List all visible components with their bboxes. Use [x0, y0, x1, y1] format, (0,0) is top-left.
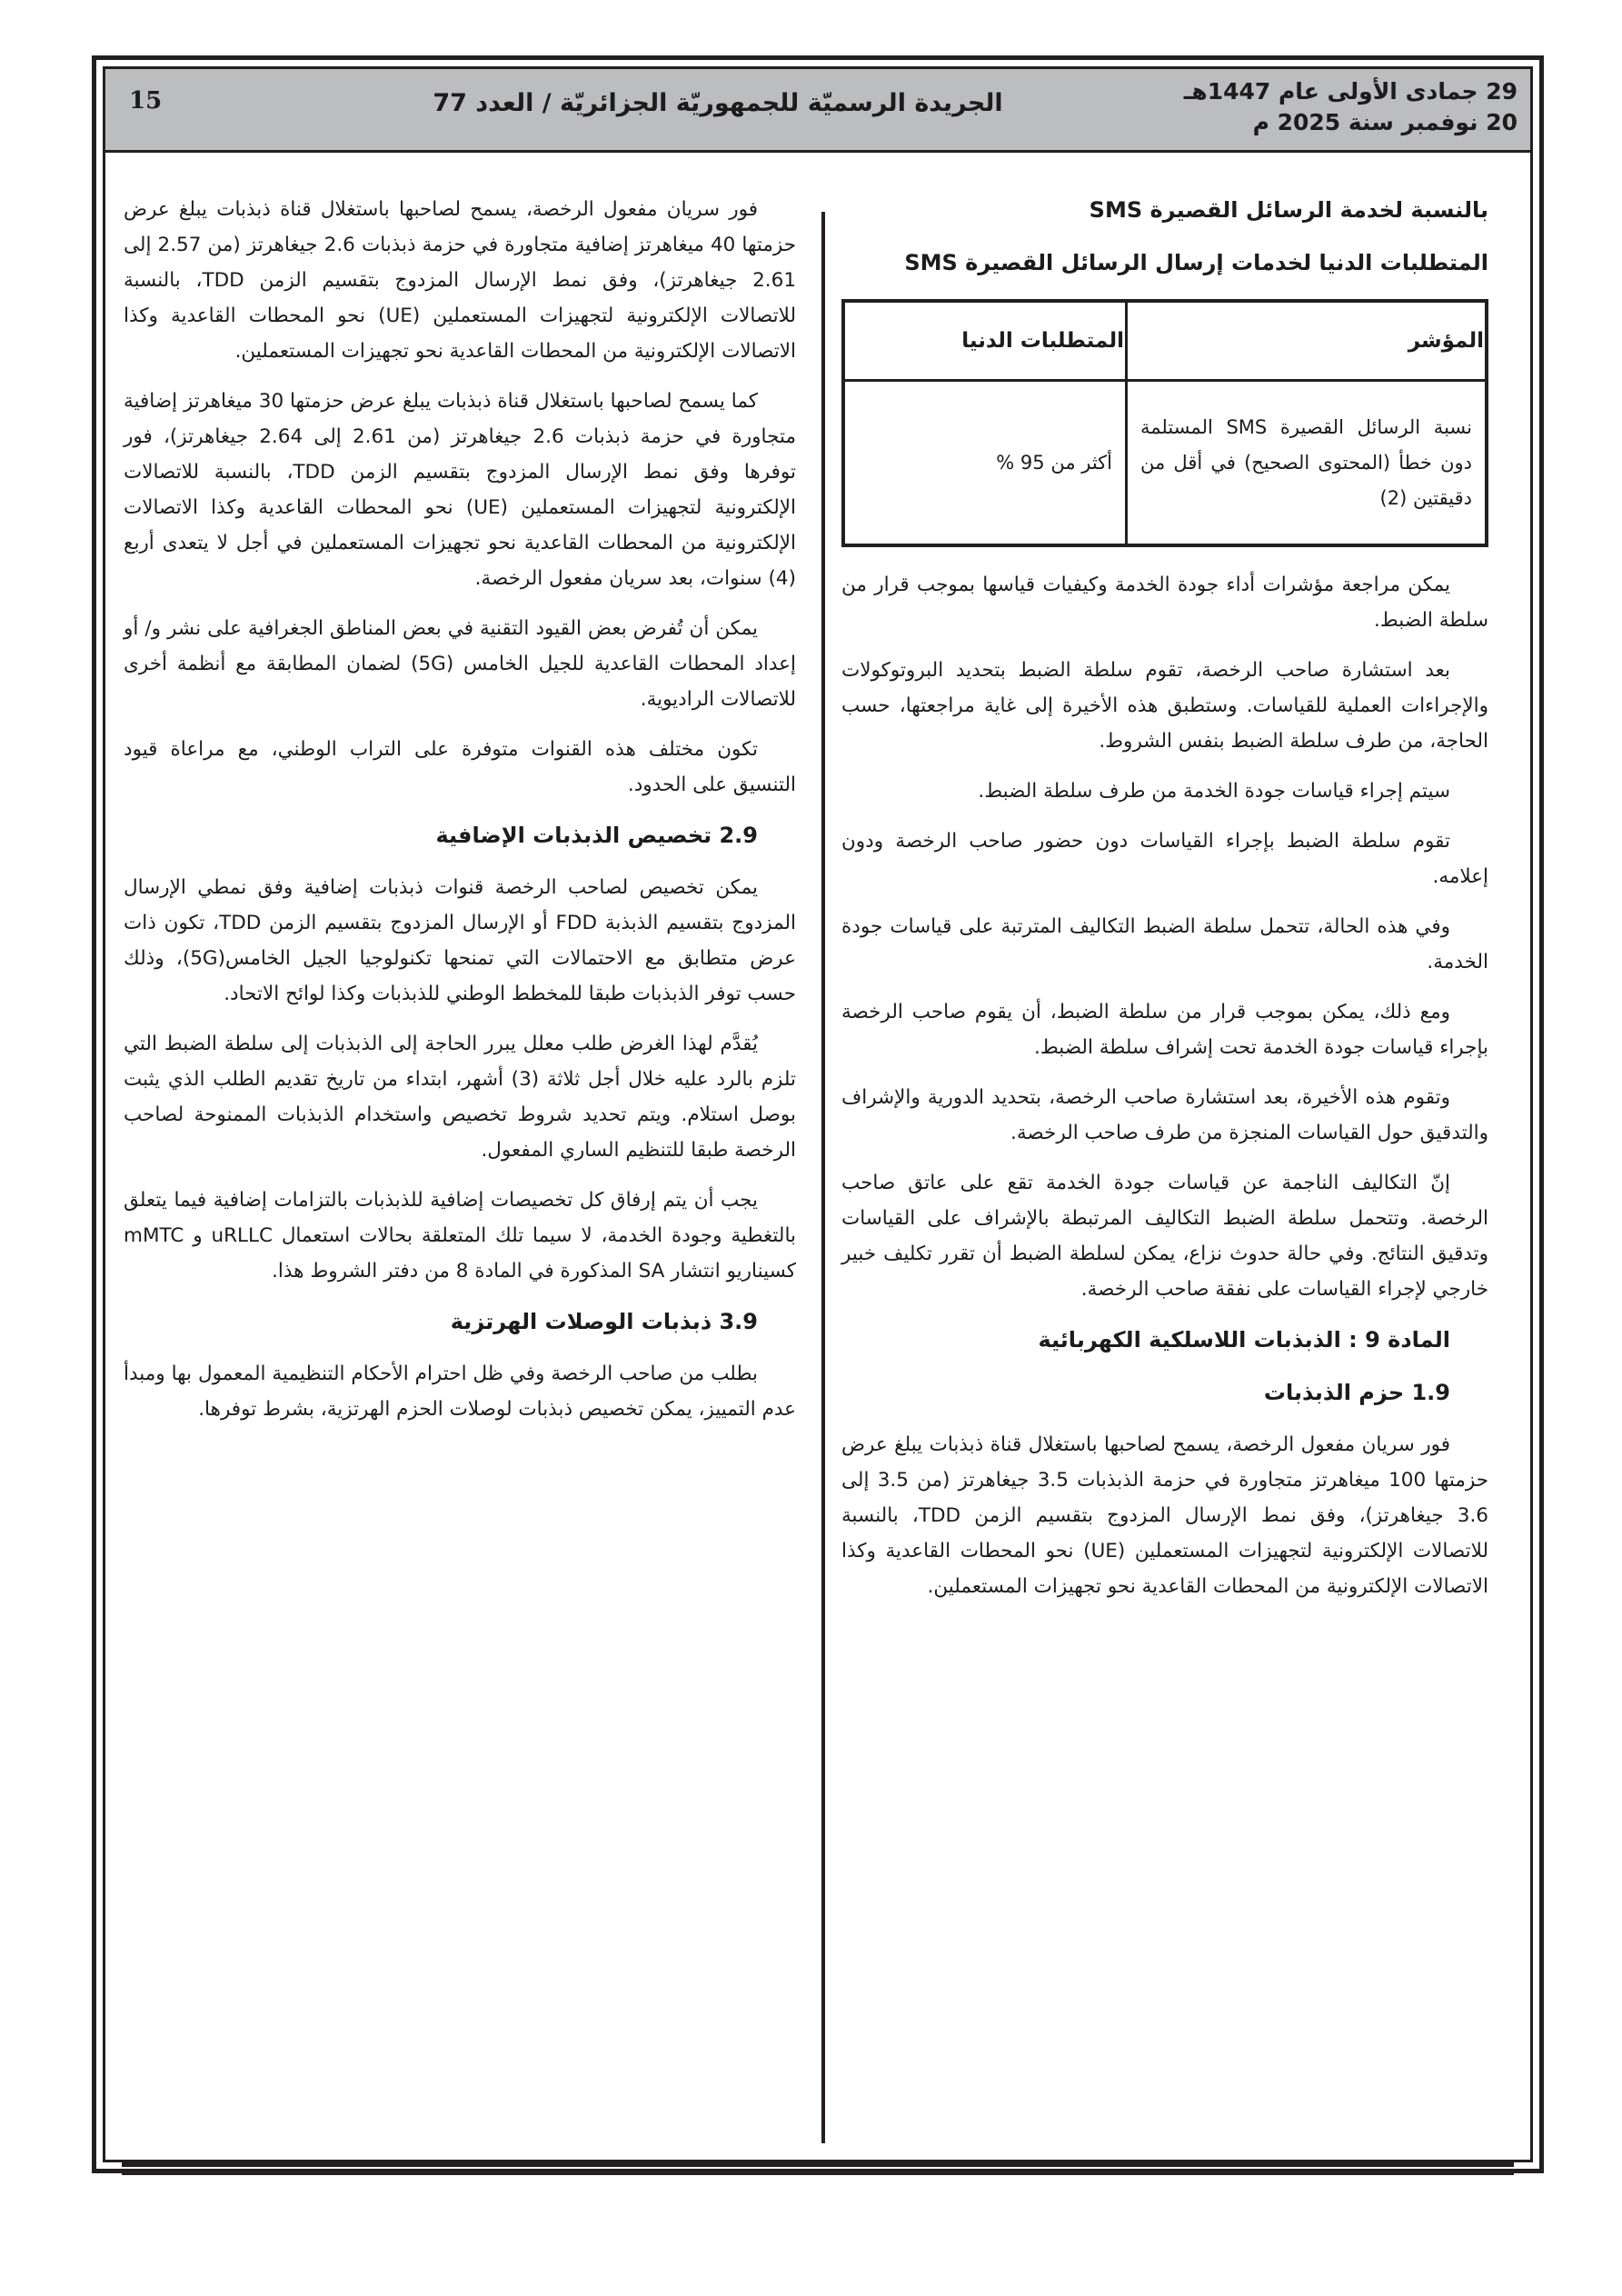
bottom-double-rule — [122, 2162, 1514, 2176]
table-row — [843, 381, 1487, 546]
column-divider — [821, 212, 825, 2143]
paragraph: بعد استشارة صاحب الرخصة، تقوم سلطة الضبط بتحديد البروتوكولات والإجراءات العملية للقياسات. وستطبق هذه الأخيرة إلى غاية مراجعتها، حسب الحاجة، من طرف سلطة الضبط بنفس الشروط. — [841, 659, 1488, 753]
paragraph: يمكن مراجعة مؤشرات أداء جودة الخدمة وكيفيات قياسها بموجب قرار من سلطة الضبط. — [841, 574, 1488, 632]
requirement-cell: أكثر من 95 % — [843, 381, 1127, 546]
paragraph: يجب أن يتم إرفاق كل تخصيصات إضافية للذبذبات بالتزامات إضافية فيما يتعلق بالتغطية وجودة الخدمة، لا سيما تلك المتعلقة بحالات استعمال uRLLC و mMTC كسيناريو انتشار SA المذكورة في المادة 8 من دفتر الشروط هذا. — [124, 1189, 796, 1283]
paragraph: ومع ذلك، يمكن بموجب قرار من سلطة الضبط، أن يقوم صاحب الرخصة بإجراء قياسات جودة الخدمة تحت إشراف سلطة الضبط. — [841, 1001, 1488, 1059]
left-column — [124, 192, 796, 1442]
page-inner-border — [103, 66, 1533, 2162]
paragraph: تكون مختلف هذه القنوات متوفرة على التراب الوطني، مع مراعاة قيود التنسيق على الحدود. — [124, 738, 796, 796]
gazette-title: الجريدة الرسميّة للجمهوريّة الجزائريّة / العدد 77 — [433, 89, 1003, 117]
paragraph: سيتم إجراء قياسات جودة الخدمة من طرف سلطة الضبط. — [978, 780, 1450, 803]
paragraph: يُقدَّم لهذا الغرض طلب معلل يبرر الحاجة إلى الذبذبات إلى سلطة الضبط التي تلزم بالرد عليه خلال أجل ثلاثة (3) أشهر، ابتداء من تاريخ تقديم الطلب الذي يثبت بوصل استلام. ويتم تحديد شروط تخصيص واستخدام الذبذبات الممنوحة لصاحب الرخصة طبقا للتنظيم الساري المفعول. — [124, 1033, 796, 1162]
paragraph: تقوم سلطة الضبط بإجراء القياسات دون حضور صاحب الرخصة ودون إعلامه. — [841, 830, 1488, 888]
sms-requirements-heading: المتطلبات الدنيا لخدمات إرسال الرسائل القصيرة SMS — [904, 250, 1488, 275]
paragraph: فور سريان مفعول الرخصة، يسمح لصاحبها باستغلال قناة ذبذبات يبلغ عرض حزمتها 40 ميغاهرتز إضافية متجاورة في حزمة ذبذبات 2.6 جيغاهرتز (من 2.57 إلى 2.61 جيغاهرتز)، وفق نمط الإرسال المزدوج بتقسيم الزمن TDD، بالنسبة للاتصالات الإلكترونية لتجهيزات المستعملين (UE) نحو المحطات القاعدية وكذا الاتصالات الإلكترونية من المحطات القاعدية نحو تجهيزات المستعملين. — [124, 198, 797, 363]
date-hijri: 29 جمادى الأولى عام 1447هـ — [1183, 78, 1518, 105]
indicator-cell: نسبة الرسائل القصيرة SMS المستلمة دون خطأ (المحتوى الصحيح) في أقل من دقيقتين (2) — [1127, 381, 1488, 546]
article-9-heading: المادة 9 : الذبذبات اللاسلكية الكهربائية — [1038, 1327, 1450, 1353]
rule-line — [122, 2162, 1514, 2167]
paragraph: يمكن تخصيص لصاحب الرخصة قنوات ذبذبات إضافية وفق نمطي الإرسال المزدوج بتقسيم الذبذبة FDD أو الإرسال المزدوج بتقسيم الزمن TDD، تكون ذات عرض متطابق مع الاحتمالات التي تمنحها تكنولوجيا الجيل الخامس(5G)، وذلك حسب توفر الذبذبات طبقا للمخطط الوطني للذبذبات وكذا لوائح الاتحاد. — [124, 876, 796, 1005]
sms-requirements-table — [841, 299, 1488, 547]
rule-line — [122, 2171, 1514, 2175]
column-header-minimum-requirement: المتطلبات الدنيا — [843, 301, 1127, 381]
section-3-9-heading: 3.9 ذبذبات الوصلات الهرتزية — [450, 1309, 758, 1334]
section-2-9-heading: 2.9 تخصيص الذبذبات الإضافية — [435, 823, 758, 848]
paragraph: بطلب من صاحب الرخصة وفي ظل احترام الأحكام التنظيمية المعمول بها ومبدأ عدم التمييز، يمكن تخصيص ذبذبات لوصلات الحزم الهرتزية، بشرط توفرها. — [124, 1363, 796, 1421]
section-1-9-heading: 1.9 حزم الذبذبات — [1263, 1380, 1450, 1405]
paragraph: وفي هذه الحالة، تتحمل سلطة الضبط التكاليف المترتبة على قياسات جودة الخدمة. — [841, 915, 1488, 973]
paragraph: كما يسمح لصاحبها باستغلال قناة ذبذبات يبلغ عرض حزمتها 30 ميغاهرتز إضافية متجاورة في حزمة ذبذبات 2.6 جيغاهرتز (من 2.61 إلى 2.64 جيغاهرتز)، فور توفرها وفق نمط الإرسال المزدوج بتقسيم الزمن TDD، بالنسبة للاتصالات الإلكترونية لتجهيزات المستعملين (UE) نحو المحطات القاعدية وكذا الاتصالات الإلكترونية من المحطات القاعدية نحو تجهيزات المستعملين في أجل لا يتعدى أربع (4) سنوات، بعد سريان مفعول الرخصة. — [124, 390, 796, 590]
page-frame — [92, 55, 1544, 2173]
paragraph: إنّ التكاليف الناجمة عن قياسات جودة الخدمة تقع على عاتق صاحب الرخصة. وتتحمل سلطة الضبط التكاليف المرتبطة بالإشراف على القياسات وتدقيق النتائج. وفي حالة حدوث نزاع، يمكن لسلطة الضبط أن تقرر تكليف خبير خارجي لإجراء القياسات على نفقة صاحب الرخصة. — [841, 1172, 1488, 1301]
sms-service-heading: بالنسبة لخدمة الرسائل القصيرة SMS — [1089, 197, 1488, 223]
table-header-row — [843, 301, 1487, 381]
page-number: 15 — [129, 87, 163, 115]
paragraph: وتقوم هذه الأخيرة، بعد استشارة صاحب الرخصة، بتحديد الدورية والإشراف والتدقيق حول القياسات المنجزة من طرف صاحب الرخصة. — [841, 1086, 1488, 1144]
paragraph: فور سريان مفعول الرخصة، يسمح لصاحبها باستغلال قناة ذبذبات يبلغ عرض حزمتها 100 ميغاهرتز متجاورة في حزمة الذبذبات 3.5 جيغاهرتز (من 3.5 إلى 3.6 جيغاهرتز)، وفق نمط الإرسال المزدوج بتقسيم الزمن TDD، بالنسبة للاتصالات الإلكترونية لتجهيزات المستعملين (UE) نحو المحطات القاعدية وكذا الاتصالات الإلكترونية من المحطات القاعدية نحو تجهيزات المستعملين. — [841, 1433, 1489, 1598]
paragraph: يمكن أن تُفرض بعض القيود التقنية في بعض المناطق الجغرافية على نشر و/ أو إعداد المحطات القاعدية للجيل الخامس (5G) لضمان المطابقة مع أنظمة أخرى للاتصالات الراديوية. — [124, 617, 796, 711]
column-header-indicator: المؤشر — [1127, 301, 1488, 381]
gazette-header — [105, 69, 1530, 153]
date-gregorian: 20 نوفمبر سنة 2025 م — [1252, 109, 1518, 135]
right-column — [841, 192, 1488, 1619]
